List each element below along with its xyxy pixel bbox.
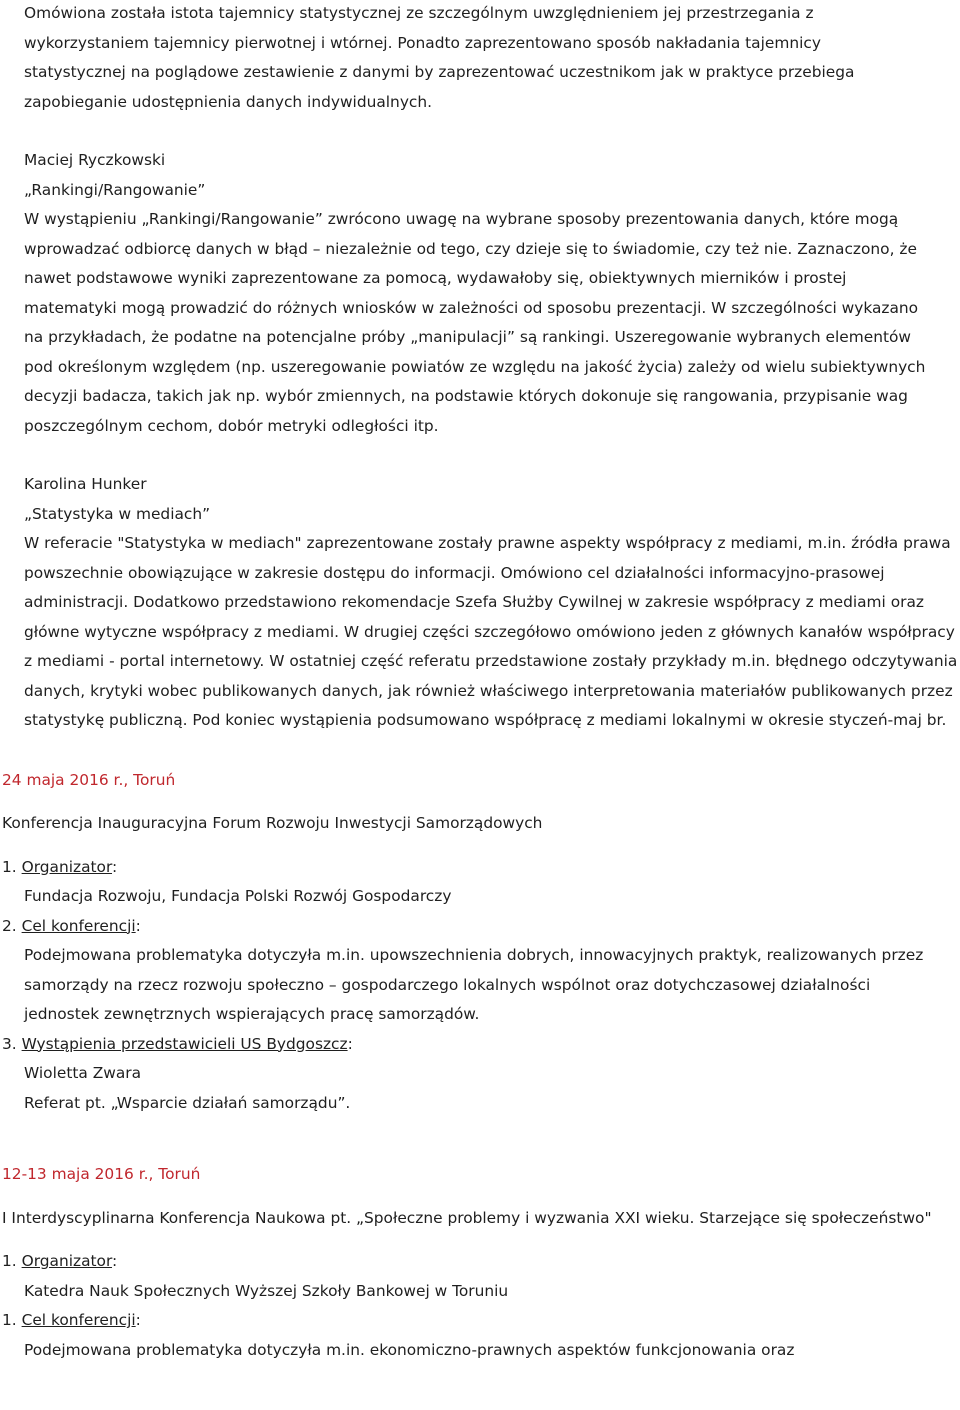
talk-body: W wystąpieniu „Rankingi/Rangowanie” zwrócono uwagę na wybrane sposoby prezentowania danych, które mogą wprowadzać odbiorcę danych w błąd – niezależnie od tego, czy dzieje się to świadomie, czy też nie. Zaznaczono, że nawet podstawowe wyniki zaprezentowane za pomocą, wydawałoby się, obiektywnych mierników i prostej matematyki mogą prowadzić do różnych wniosków w zależności od sposobu prezentacji. W szczególności wykazano na przykładach, że podatne na potencjalne próby „manipulacji” są rankingi. Uszeregowanie wybranych elementów pod określonym względem (np. uszeregowanie powiatów ze względu na jakość życia) zależy od wielu subiektywnych decyzji badacza, takich jak np. wybór zmiennych, na podstawie których dokonuje się rangowania, przypisanie wag poszczególnym cechom, dobór metryki odległości itp. xyxy=(24,210,926,435)
talk-hunker xyxy=(0,470,960,736)
talk-title: „Rankingi/Rangowanie” xyxy=(24,180,206,199)
item-content: Katedra Nauk Społecznych Wyższej Szkoły Bankowej w Toruniu xyxy=(24,1281,509,1300)
event-items xyxy=(0,853,960,1119)
event-date: 12-13 maja 2016 r. xyxy=(2,1165,149,1183)
item-content: Podejmowana problematyka dotyczyła m.in. ekonomiczno-prawnych aspektów funkcjonowania oraz xyxy=(24,1340,795,1359)
event-place: , Toruń xyxy=(123,770,176,789)
event-item: 1. Organizator: xyxy=(2,857,118,876)
event-item: 2. Cel konferencji: xyxy=(2,916,141,935)
talk-title: „Statystyka w mediach” xyxy=(24,504,211,523)
talk-body: W referacie "Statystyka w mediach" zaprezentowane zostały prawne aspekty współpracy z mediami, m.in. źródła prawa powszechnie obowiązujące w zakresie dostępu do informacji. Omówiono cel działalności informacyjno-prasowej administracji. Dodatkowo przedstawiono rekomendacje Szefa Służby Cywilnej w zakresie współpracy z mediami oraz główne wytyczne współpracy z mediami. W drugiej części szczegółowo omówiono jeden z głównych kanałów współpracy z mediami - portal internetowy. W ostatniej część referatu przedstawione zostały przykłady m.in. błędnego odczytywania danych, krytyki wobec publikowanych danych, jak również właściwego interpretowania materiałów publikowanych przez statystykę publiczną. Pod koniec wystąpienia podsumowano współpracę z mediami lokalnymi w okresie styczeń-maj br. xyxy=(24,534,958,729)
talk-ryczkowski xyxy=(0,146,960,441)
event-item: 3. Wystąpienia przedstawicieli US Bydgoszcz: xyxy=(2,1034,353,1053)
item-content: Referat pt. „Wsparcie działań samorządu”. xyxy=(24,1093,351,1112)
item-label: Cel konferencji xyxy=(21,1311,136,1329)
intro-paragraph: Omówiona została istota tajemnicy statystycznej ze szczególnym uwzględnieniem jej przestrzegania z wykorzystaniem tajemnicy pierwotnej i wtórnej. Ponadto zaprezentowano sposób nakładania tajemnicy statystycznej na poglądowe zestawienie z danymi by zaprezentować uczestnikom jak w praktyce przebiega zapobieganie udostępnienia danych indywidualnych. xyxy=(24,4,855,111)
event-konferencja-naukowa xyxy=(0,1160,960,1365)
talk-author: Karolina Hunker xyxy=(24,475,147,493)
item-label: Wystąpienia przedstawicieli US Bydgoszcz xyxy=(21,1034,348,1053)
item-label: Cel konferencji xyxy=(21,916,136,935)
item-label: Organizator xyxy=(21,857,113,876)
event-date-heading xyxy=(0,1160,960,1190)
event-date: 24 maja 2016 r. xyxy=(2,770,124,789)
event-item: 1. Cel konferencji: xyxy=(2,1311,141,1329)
event-items xyxy=(0,1247,960,1365)
event-name: I Interdyscyplinarna Konferencja Naukowa pt. „Społeczne problemy i wyzwania XXI wieku. Starzejące się społeczeństwo" xyxy=(2,1208,932,1227)
event-date-heading xyxy=(0,766,960,796)
event-item: 1. Organizator: xyxy=(2,1252,118,1270)
event-forum-rozwoju xyxy=(0,766,960,1119)
event-name: Konferencja Inauguracyjna Forum Rozwoju Inwestycji Samorządowych xyxy=(2,814,543,832)
item-content: Wioletta Zwara xyxy=(24,1064,142,1082)
talk-author: Maciej Ryczkowski xyxy=(24,151,166,169)
item-label: Organizator xyxy=(21,1252,113,1270)
item-content: Podejmowana problematyka dotyczyła m.in. upowszechnienia dobrych, innowacyjnych praktyk, realizowanych przez samorządy na rzecz rozwoju społeczno – gospodarczego lokalnych wspólnot oraz dotychczasowej działalności jednostek zewnętrznych wspierających pracę samorządów. xyxy=(24,946,924,1023)
event-place: , Toruń xyxy=(148,1165,201,1183)
item-content: Fundacja Rozwoju, Fundacja Polski Rozwój Gospodarczy xyxy=(24,887,452,905)
